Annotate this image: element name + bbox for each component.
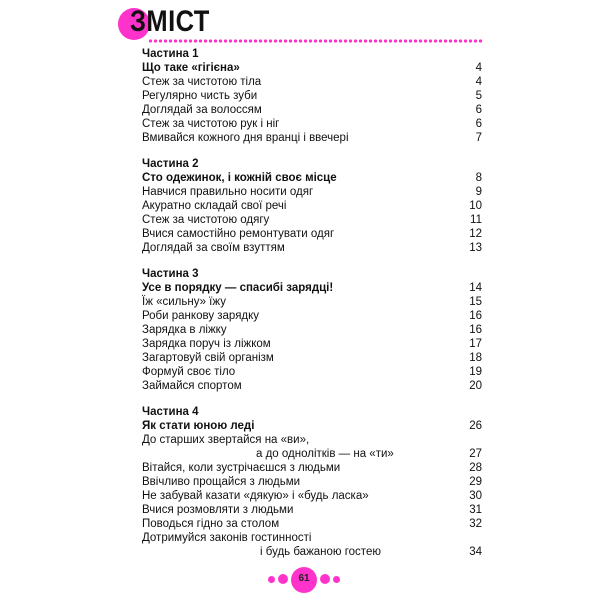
toc-entry bbox=[142, 419, 482, 433]
toc-entry bbox=[142, 281, 482, 295]
toc-entry-page: 30 bbox=[469, 490, 482, 502]
part-title: Частина 2 bbox=[142, 158, 199, 170]
dotted-divider bbox=[148, 39, 484, 43]
toc-entry-label: Вчися самостійно ремонтувати одяг bbox=[142, 228, 335, 240]
toc-entry bbox=[142, 365, 482, 379]
toc-entry bbox=[142, 199, 482, 213]
toc-entry-label: Навчися правильно носити одяг bbox=[142, 186, 314, 198]
toc-entry bbox=[142, 517, 482, 531]
toc-entry-page: 4 bbox=[475, 62, 482, 74]
part-title: Частина 3 bbox=[142, 268, 199, 280]
toc-entry-page: 14 bbox=[469, 282, 482, 294]
toc-entry bbox=[142, 131, 482, 145]
toc-entry-label: Вмивайся кожного дня вранці і ввечері bbox=[142, 132, 349, 144]
toc-entry bbox=[142, 89, 482, 103]
toc-entry-page: 9 bbox=[475, 186, 482, 198]
toc-entry bbox=[142, 213, 482, 227]
toc-entry-page: 6 bbox=[475, 104, 482, 116]
toc-entry-page: 8 bbox=[475, 172, 482, 184]
toc-entry-label: Доглядай за своїм взуттям bbox=[142, 242, 285, 254]
toc-entry bbox=[142, 103, 482, 117]
toc-entry-page: 29 bbox=[469, 476, 482, 488]
toc-entry-page: 12 bbox=[469, 228, 482, 240]
toc-entry-label: Акуратно складай свої речі bbox=[142, 200, 287, 212]
toc-entry-label: Зарядка поруч із ліжком bbox=[142, 338, 271, 350]
toc-entry-page: 10 bbox=[469, 200, 482, 212]
toc-entry bbox=[142, 433, 482, 447]
toc-entry-page: 4 bbox=[475, 76, 482, 88]
toc-entry-page: 6 bbox=[475, 118, 482, 130]
toc-entry-page: 19 bbox=[469, 366, 482, 378]
toc-entry-page: 16 bbox=[469, 324, 482, 336]
footer-dot bbox=[320, 574, 330, 584]
page-number: 61 bbox=[298, 573, 310, 584]
toc-entry-label: Стеж за чистотою тіла bbox=[142, 76, 262, 88]
toc-entry-label: Що таке «гігієна» bbox=[142, 62, 240, 74]
toc-entry-label: Поводься гідно за столом bbox=[142, 518, 280, 530]
toc-entry-label: Регулярно чисть зуби bbox=[142, 90, 258, 102]
toc-entry bbox=[142, 461, 482, 475]
toc-entry-label: Роби ранкову зарядку bbox=[142, 310, 260, 322]
footer-dot bbox=[333, 576, 340, 583]
toc-entry-label: і будь бажаною гостею bbox=[260, 546, 381, 558]
part-title: Частина 4 bbox=[142, 406, 199, 418]
toc-entry bbox=[142, 489, 482, 503]
toc-entry-label: Займайся спортом bbox=[142, 380, 242, 392]
toc-entry bbox=[142, 227, 482, 241]
toc-entry bbox=[142, 323, 482, 337]
page-title: ЗМІСТ bbox=[130, 5, 210, 38]
toc-entry bbox=[142, 185, 482, 199]
toc-entry bbox=[142, 61, 482, 75]
toc-entry-page: 32 bbox=[469, 518, 482, 530]
toc-entry-label: До старших звертайся на «ви», bbox=[142, 434, 310, 446]
toc-section bbox=[142, 157, 482, 255]
toc-entry-page: 31 bbox=[469, 504, 482, 516]
toc-entry-label: а до однолітків — на «ти» bbox=[256, 448, 394, 460]
toc-entry bbox=[142, 447, 482, 461]
page-footer bbox=[264, 567, 344, 591]
toc-entry bbox=[142, 309, 482, 323]
toc-entry bbox=[142, 531, 482, 545]
toc-entry-label: Вчися розмовляти з людьми bbox=[142, 504, 294, 516]
toc-entry-label: Загартовуй свій організм bbox=[142, 352, 274, 364]
toc-entry-page: 20 bbox=[469, 380, 482, 392]
toc-entry-label: Зарядка в ліжку bbox=[142, 324, 227, 336]
toc-entry bbox=[142, 351, 482, 365]
toc-entry-page: 7 bbox=[475, 132, 482, 144]
toc-entry bbox=[142, 241, 482, 255]
toc-entry-label: Вітайся, коли зустрічаєшся з людьми bbox=[142, 462, 341, 474]
toc-entry bbox=[142, 75, 482, 89]
toc-section bbox=[142, 405, 482, 559]
toc-entry bbox=[142, 117, 482, 131]
toc-entry-label: Дотримуйся законів гостинності bbox=[142, 532, 312, 544]
toc-entry-label: Доглядай за волоссям bbox=[142, 104, 262, 116]
table-of-contents bbox=[142, 47, 482, 559]
page-number-badge bbox=[291, 567, 317, 593]
toc-entry-page: 11 bbox=[470, 214, 482, 226]
toc-section bbox=[142, 47, 482, 145]
toc-entry-page: 28 bbox=[469, 462, 482, 474]
toc-entry-label: Сто одежинок, і кожній своє місце bbox=[142, 172, 337, 184]
toc-entry-page: 26 bbox=[469, 420, 482, 432]
toc-entry-label: Як стати юною леді bbox=[142, 420, 255, 432]
toc-entry bbox=[142, 475, 482, 489]
toc-entry-label: Формуй своє тіло bbox=[142, 366, 236, 378]
toc-entry bbox=[142, 379, 482, 393]
toc-entry bbox=[142, 503, 482, 517]
toc-entry-page: 13 bbox=[469, 242, 482, 254]
toc-entry-label: Їж «сильну» їжу bbox=[142, 296, 226, 308]
part-title: Частина 1 bbox=[142, 48, 199, 60]
toc-entry-page: 15 bbox=[469, 296, 482, 308]
footer-dot bbox=[268, 576, 275, 583]
toc-entry bbox=[142, 337, 482, 351]
toc-entry-label: Усе в порядку — спасибі зарядці! bbox=[142, 282, 334, 294]
toc-entry-label: Ввічливо прощайся з людьми bbox=[142, 476, 301, 488]
toc-entry-page: 18 bbox=[469, 352, 482, 364]
toc-entry-page: 34 bbox=[469, 546, 482, 558]
toc-entry-label: Не забувай казати «дякую» і «будь ласка» bbox=[142, 490, 369, 502]
toc-entry bbox=[142, 295, 482, 309]
toc-entry-page: 16 bbox=[469, 310, 482, 322]
toc-entry-page: 17 bbox=[469, 338, 482, 350]
toc-entry-page: 5 bbox=[475, 90, 482, 102]
toc-entry-label: Стеж за чистотою рук і ніг bbox=[142, 118, 280, 130]
toc-section bbox=[142, 267, 482, 393]
toc-entry-page: 27 bbox=[469, 448, 482, 460]
toc-entry-label: Стеж за чистотою одягу bbox=[142, 214, 270, 226]
toc-entry bbox=[142, 171, 482, 185]
toc-entry bbox=[142, 545, 482, 559]
footer-dot bbox=[278, 574, 288, 584]
